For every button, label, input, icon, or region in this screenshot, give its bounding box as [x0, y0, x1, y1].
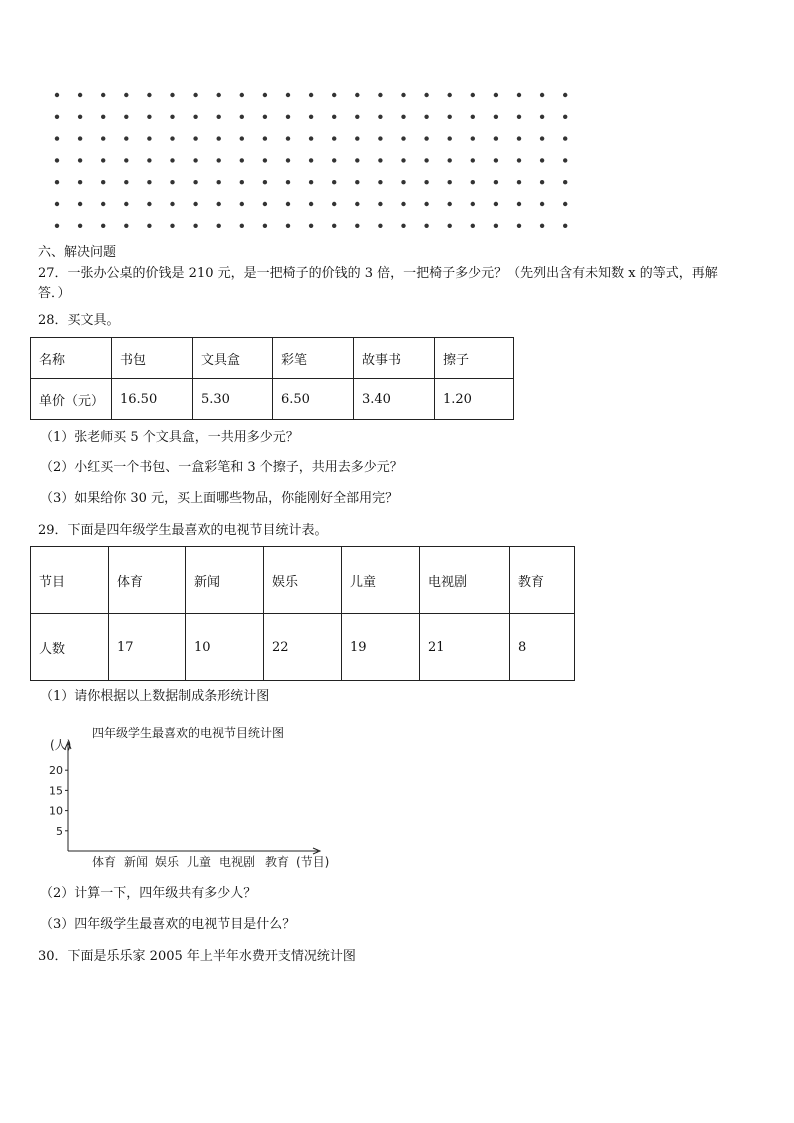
y-tick-label: 10	[49, 804, 63, 818]
x-tick-label: 新闻	[123, 855, 149, 869]
grid-dot	[494, 224, 498, 228]
grid-dot	[517, 136, 521, 140]
q29-sub3: （3）四年级学生最喜欢的电视节目是什么？	[40, 917, 296, 932]
grid-dot	[471, 158, 475, 162]
q30-title: 30．下面是乐乐家 2005 年上半年水费开支情况统计图	[38, 949, 356, 964]
grid-dot	[101, 180, 105, 184]
table-cell: 书包	[112, 338, 193, 379]
grid-dot	[448, 180, 452, 184]
table-cell: 19	[342, 614, 420, 681]
x-axis-arrow	[313, 848, 320, 854]
grid-dot	[448, 158, 452, 162]
table-cell: 1.20	[435, 379, 514, 420]
grid-dot	[517, 180, 521, 184]
grid-dot	[193, 136, 197, 140]
section-heading: 六、解决问题	[38, 245, 117, 260]
grid-dot	[286, 158, 290, 162]
grid-dot	[147, 158, 151, 162]
table-row	[31, 547, 575, 614]
grid-dot	[217, 158, 221, 162]
grid-dot	[147, 180, 151, 184]
grid-dot	[147, 115, 151, 119]
grid-dot	[309, 224, 313, 228]
table-cell: 电视剧	[420, 547, 510, 614]
grid-dot	[101, 224, 105, 228]
grid-dot	[78, 136, 82, 140]
grid-dot	[240, 93, 244, 97]
grid-dot	[170, 202, 174, 206]
grid-dot	[401, 224, 405, 228]
grid-dot	[55, 180, 59, 184]
grid-dot	[124, 93, 128, 97]
grid-dot	[517, 93, 521, 97]
grid-dot	[332, 93, 336, 97]
grid-dot	[263, 202, 267, 206]
grid-dot	[424, 93, 428, 97]
grid-dot	[517, 202, 521, 206]
y-tick-label: 5	[56, 824, 63, 838]
y-axis-label: (人)	[50, 738, 72, 752]
grid-dot	[401, 180, 405, 184]
table-cell: 单价（元）	[31, 379, 112, 420]
grid-dot	[401, 202, 405, 206]
grid-dot	[401, 115, 405, 119]
grid-dot	[217, 93, 221, 97]
table-cell: 教育	[510, 547, 575, 614]
grid-dot	[378, 93, 382, 97]
grid-dot	[494, 158, 498, 162]
grid-dot	[147, 136, 151, 140]
grid-dot	[240, 115, 244, 119]
grid-dot	[147, 93, 151, 97]
grid-dot	[448, 224, 452, 228]
table-cell: 6.50	[273, 379, 354, 420]
grid-dot	[309, 180, 313, 184]
grid-dot	[217, 136, 221, 140]
q29-title: 29．下面是四年级学生最喜欢的电视节目统计表。	[38, 523, 328, 538]
grid-dot	[55, 136, 59, 140]
grid-dot	[563, 180, 567, 184]
grid-dot	[124, 202, 128, 206]
x-tick-label: 体育	[91, 855, 117, 869]
grid-dot	[494, 180, 498, 184]
y-tick-label: 20	[49, 764, 63, 778]
grid-dot	[193, 180, 197, 184]
grid-dot	[240, 202, 244, 206]
grid-dot	[309, 115, 313, 119]
grid-dot	[471, 115, 475, 119]
grid-dot	[217, 224, 221, 228]
grid-dot	[170, 158, 174, 162]
q28-sub3: （3）如果给你 30 元，买上面哪些物品，你能刚好全部用完？	[40, 491, 399, 506]
grid-dot	[517, 158, 521, 162]
table-cell: 17	[109, 614, 186, 681]
grid-dot	[124, 180, 128, 184]
grid-dot	[540, 180, 544, 184]
grid-dot	[263, 93, 267, 97]
grid-dot	[471, 224, 475, 228]
grid-dot	[55, 93, 59, 97]
grid-dot	[355, 180, 359, 184]
grid-dot	[332, 136, 336, 140]
table-cell: 儿童	[342, 547, 420, 614]
grid-dot	[517, 224, 521, 228]
q27-line1: 27．一张办公桌的价钱是 210 元，是一把椅子的价钱的 3 倍，一把椅子多少元？（先列出含有未知数 x 的等式，再解	[38, 266, 718, 281]
table-cell: 5.30	[193, 379, 273, 420]
grid-dot	[78, 93, 82, 97]
table-cell: 8	[510, 614, 575, 681]
grid-dot	[448, 202, 452, 206]
table-row	[31, 379, 514, 420]
y-axis-arrow	[65, 742, 71, 749]
grid-dot	[563, 158, 567, 162]
grid-dot	[78, 224, 82, 228]
grid-dot	[401, 93, 405, 97]
grid-dot	[471, 93, 475, 97]
grid-dot	[263, 115, 267, 119]
grid-dot	[471, 136, 475, 140]
grid-dot	[332, 202, 336, 206]
grid-dot	[563, 93, 567, 97]
grid-dot	[309, 158, 313, 162]
grid-dot	[124, 158, 128, 162]
grid-dot	[540, 136, 544, 140]
grid-dot	[240, 180, 244, 184]
grid-dot	[448, 115, 452, 119]
grid-dot	[240, 224, 244, 228]
grid-dot	[355, 202, 359, 206]
stationery-table	[30, 337, 514, 420]
table-cell: 22	[264, 614, 342, 681]
table-row	[31, 614, 575, 681]
q28-sub2: （2）小红买一个书包、一盒彩笔和 3 个擦子，共用去多少元？	[40, 460, 403, 475]
table-cell: 娱乐	[264, 547, 342, 614]
grid-dot	[471, 180, 475, 184]
grid-dot	[355, 224, 359, 228]
grid-dot	[494, 136, 498, 140]
grid-dot	[448, 136, 452, 140]
grid-dot	[448, 93, 452, 97]
grid-dot	[55, 202, 59, 206]
grid-dot	[332, 224, 336, 228]
chart-title: 四年级学生最喜欢的电视节目统计图	[92, 726, 285, 740]
grid-dot	[471, 202, 475, 206]
grid-dot	[563, 136, 567, 140]
grid-dot	[263, 136, 267, 140]
grid-dot	[240, 158, 244, 162]
grid-dot	[240, 136, 244, 140]
grid-dot	[332, 180, 336, 184]
grid-dot	[193, 224, 197, 228]
grid-dot	[378, 180, 382, 184]
q29-sub1: （1）请你根据以上数据制成条形统计图	[40, 689, 270, 704]
table-cell: 新闻	[186, 547, 264, 614]
table-cell: 10	[186, 614, 264, 681]
grid-dot	[424, 115, 428, 119]
grid-dot	[124, 115, 128, 119]
grid-dot	[286, 224, 290, 228]
tv-program-table	[30, 546, 575, 681]
grid-dot	[78, 202, 82, 206]
grid-dot	[401, 136, 405, 140]
grid-dot	[193, 158, 197, 162]
grid-dot	[101, 158, 105, 162]
grid-dot	[355, 115, 359, 119]
grid-dot	[193, 115, 197, 119]
grid-dot	[401, 158, 405, 162]
grid-dot	[309, 202, 313, 206]
grid-dot	[193, 202, 197, 206]
grid-dot	[286, 136, 290, 140]
grid-dot	[78, 115, 82, 119]
grid-dot	[494, 202, 498, 206]
grid-dot	[263, 158, 267, 162]
grid-dot	[217, 202, 221, 206]
grid-dot	[424, 158, 428, 162]
x-axis-label: (节目)	[296, 855, 330, 869]
grid-dot	[378, 202, 382, 206]
grid-dot	[424, 136, 428, 140]
table-row	[31, 338, 514, 379]
grid-dot	[378, 158, 382, 162]
grid-dot	[286, 115, 290, 119]
grid-dot	[217, 180, 221, 184]
grid-dot	[309, 93, 313, 97]
grid-dot	[332, 115, 336, 119]
grid-dot	[309, 136, 313, 140]
grid-dot	[170, 136, 174, 140]
y-tick-label: 15	[49, 784, 63, 798]
table-cell: 体育	[109, 547, 186, 614]
grid-dot	[355, 93, 359, 97]
x-tick-label: 娱乐	[154, 855, 180, 869]
grid-dot	[332, 158, 336, 162]
grid-dot	[494, 115, 498, 119]
grid-dot	[563, 202, 567, 206]
grid-dot	[494, 93, 498, 97]
grid-dot	[263, 224, 267, 228]
grid-dot	[540, 202, 544, 206]
grid-dot	[78, 180, 82, 184]
grid-dot	[170, 224, 174, 228]
table-cell: 故事书	[354, 338, 435, 379]
grid-dot	[101, 202, 105, 206]
q28-title: 28．买文具。	[38, 313, 120, 328]
x-tick-label: 教育	[264, 855, 290, 869]
grid-dot	[540, 224, 544, 228]
grid-dot	[147, 224, 151, 228]
grid-dot	[147, 202, 151, 206]
grid-dot	[540, 115, 544, 119]
x-tick-label: 电视剧	[218, 855, 256, 869]
grid-dot	[78, 158, 82, 162]
grid-dot	[55, 158, 59, 162]
grid-dot	[378, 224, 382, 228]
table-cell: 名称	[31, 338, 112, 379]
grid-dot	[55, 115, 59, 119]
grid-dot	[193, 93, 197, 97]
table-cell: 擦子	[435, 338, 514, 379]
table-cell: 16.50	[112, 379, 193, 420]
grid-dot	[378, 115, 382, 119]
table-cell: 文具盒	[193, 338, 273, 379]
grid-dot	[217, 115, 221, 119]
table-cell: 3.40	[354, 379, 435, 420]
grid-dot	[355, 158, 359, 162]
grid-dot	[378, 136, 382, 140]
grid-dot	[563, 224, 567, 228]
grid-dot	[517, 115, 521, 119]
grid-dot	[55, 224, 59, 228]
grid-dot	[563, 115, 567, 119]
x-tick-label: 儿童	[186, 855, 212, 869]
q29-sub2: （2）计算一下，四年级共有多少人？	[40, 886, 257, 901]
grid-dot	[170, 180, 174, 184]
table-cell: 彩笔	[273, 338, 354, 379]
grid-dot	[124, 224, 128, 228]
grid-dot	[286, 180, 290, 184]
grid-dot	[424, 202, 428, 206]
grid-dot	[424, 224, 428, 228]
grid-dot	[170, 115, 174, 119]
table-cell: 人数	[31, 614, 109, 681]
grid-dot	[286, 93, 290, 97]
dot-grid	[0, 0, 794, 250]
grid-dot	[101, 115, 105, 119]
grid-dot	[124, 136, 128, 140]
grid-dot	[170, 93, 174, 97]
grid-dot	[286, 202, 290, 206]
grid-dot	[263, 180, 267, 184]
grid-dot	[355, 136, 359, 140]
grid-dot	[101, 93, 105, 97]
q27-line2: 答．）	[38, 286, 71, 301]
grid-dot	[424, 180, 428, 184]
q28-sub1: （1）张老师买 5 个文具盒，一共用多少元？	[40, 430, 299, 445]
table-cell: 21	[420, 614, 510, 681]
table-cell: 节目	[31, 547, 109, 614]
grid-dot	[540, 93, 544, 97]
grid-dot	[540, 158, 544, 162]
grid-dot	[101, 136, 105, 140]
